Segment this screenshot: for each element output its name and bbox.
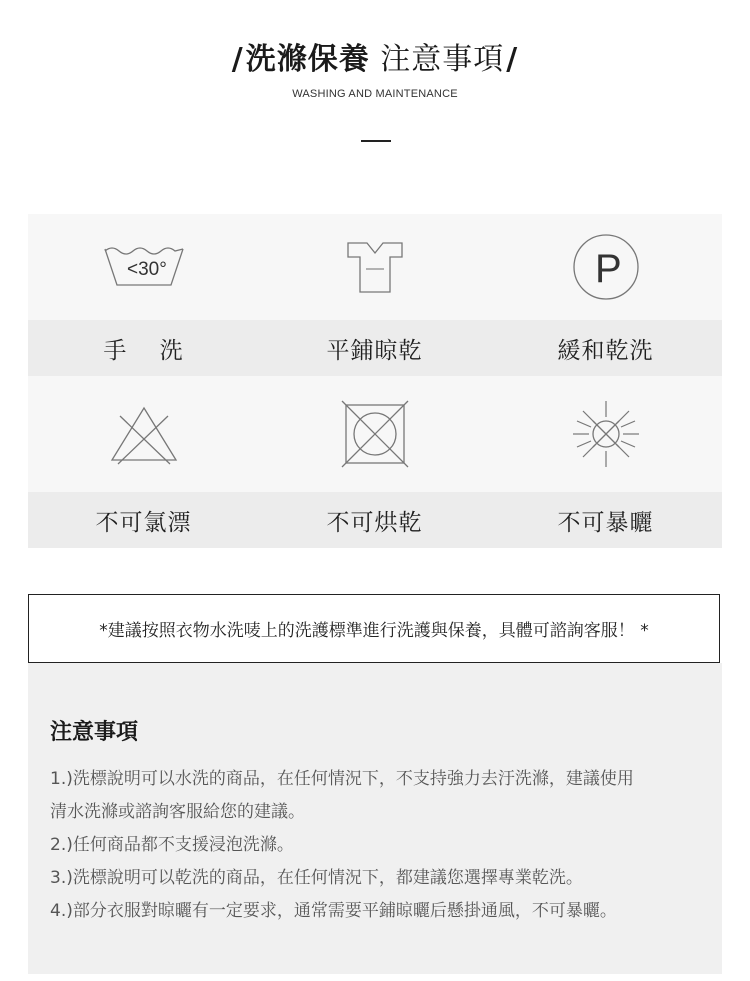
care-icon-row-2 xyxy=(28,376,722,492)
label-gentle-dry-clean: 緩和乾洗 xyxy=(557,337,654,364)
title-slash-left: / xyxy=(231,42,244,77)
title-bold: 洗滌保養 xyxy=(245,42,370,77)
care-symbols-panel xyxy=(28,214,722,548)
title-divider xyxy=(361,140,391,142)
page-subtitle: WASHING AND MAINTENANCE xyxy=(292,88,458,100)
notes-item: 4.)部分衣服對晾曬有一定要求，通常需要平鋪晾曬后懸掛通風，不可暴曬。 xyxy=(50,901,617,921)
label-dry-flat: 平鋪晾乾 xyxy=(326,337,423,364)
notes-heading: 注意事項 xyxy=(50,720,139,745)
care-item-no-sun-dry xyxy=(490,376,721,492)
care-item-dry-flat xyxy=(259,214,490,320)
notes-list xyxy=(50,763,710,928)
notes-item: 1.)洗標說明可以水洗的商品，在任何情況下，不支持強力去汙洗滌，建議使用 xyxy=(50,769,634,789)
page-title xyxy=(0,38,750,82)
do-not-bleach-icon xyxy=(106,402,182,466)
label-hand-wash: 手 洗 xyxy=(103,337,184,364)
notes-section xyxy=(28,663,722,974)
hand-wash-30-icon xyxy=(99,237,189,297)
hand-wash-temp-text: <30° xyxy=(126,259,167,280)
notes-item: 清水洗滌或諮詢客服給您的建議。 xyxy=(50,802,305,822)
notes-item: 3.)洗標說明可以乾洗的商品，在任何情況下，都建議您選擇專業乾洗。 xyxy=(50,868,583,888)
dry-clean-letter: P xyxy=(594,247,622,291)
care-notice-box xyxy=(28,594,720,663)
page-header xyxy=(0,38,750,100)
care-item-gentle-dry-clean xyxy=(490,214,721,320)
notes-item: 2.)任何商品都不支援浸泡洗滌。 xyxy=(50,835,294,855)
label-no-bleach: 不可氯漂 xyxy=(95,509,192,536)
care-label-row-2 xyxy=(28,492,722,548)
title-regular: 注意事項 xyxy=(380,42,505,77)
care-item-hand-wash xyxy=(28,214,259,320)
care-item-no-tumble-dry xyxy=(259,376,490,492)
gentle-dry-clean-p-icon xyxy=(571,232,641,302)
care-item-no-bleach xyxy=(28,376,259,492)
dry-flat-icon xyxy=(340,237,410,297)
title-slash-right: / xyxy=(506,42,519,77)
do-not-tumble-dry-icon xyxy=(340,399,410,469)
care-notice-text: *建議按照衣物水洗唛上的洗護標準進行洗護與保養，具體可諮詢客服！ * xyxy=(99,621,649,641)
care-icon-row-1 xyxy=(28,214,722,320)
label-no-tumble-dry: 不可烘乾 xyxy=(326,509,423,536)
label-no-sun-dry: 不可暴曬 xyxy=(557,509,654,536)
care-label-row-1 xyxy=(28,320,722,376)
do-not-sun-dry-icon xyxy=(569,397,643,471)
